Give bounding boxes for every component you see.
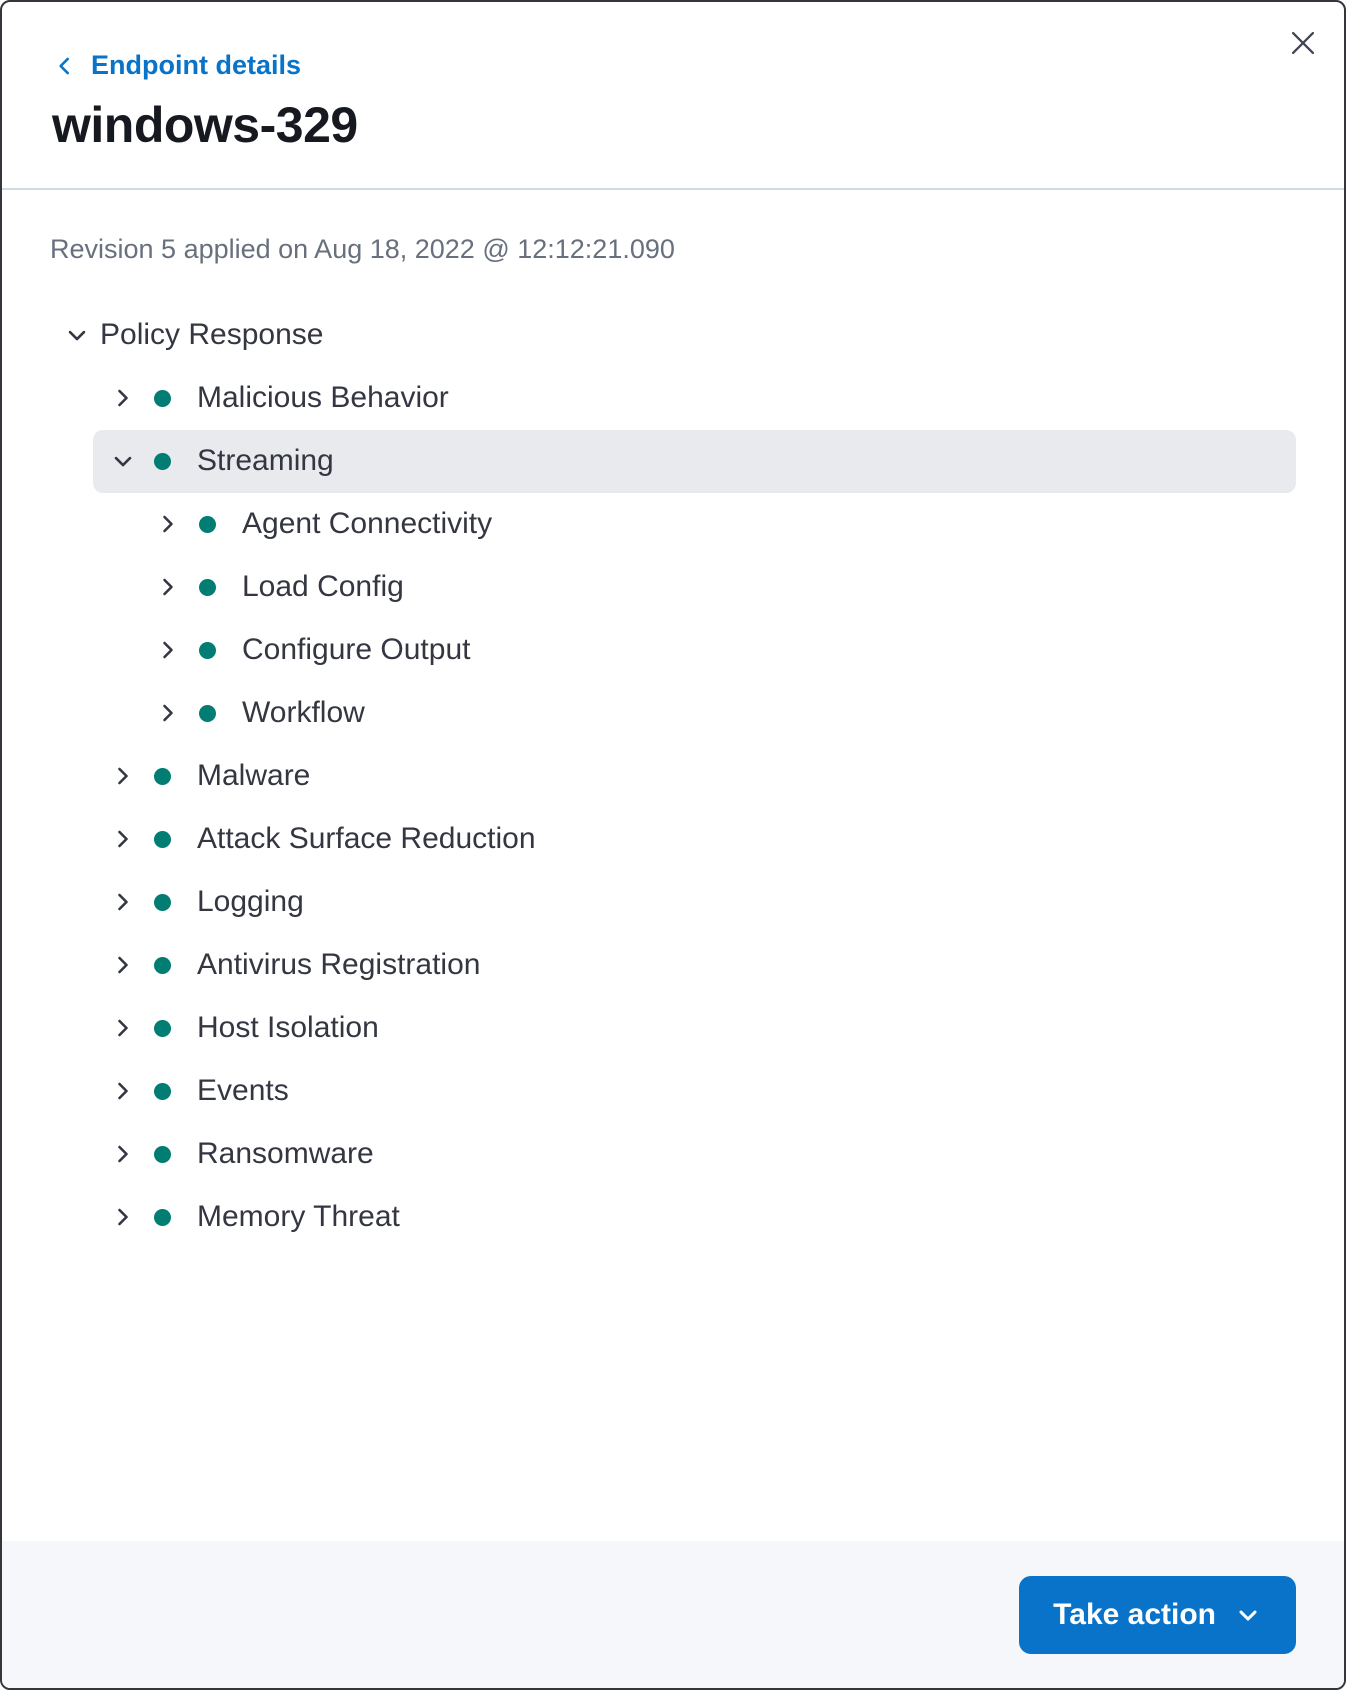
chevron-right-icon[interactable] (109, 888, 137, 916)
status-dot-icon (154, 894, 171, 911)
chevron-right-icon[interactable] (154, 510, 182, 538)
chevron-right-icon[interactable] (109, 762, 137, 790)
tree-node-agent-connectivity[interactable] (93, 493, 1296, 556)
chevron-down-icon[interactable] (63, 321, 91, 349)
tree-node-policy-response[interactable] (50, 304, 1296, 367)
chevron-right-icon[interactable] (154, 699, 182, 727)
status-dot-icon (154, 831, 171, 848)
tree-node-label: Configure Output (242, 633, 471, 666)
status-dot-icon (199, 579, 216, 596)
flyout-footer (2, 1541, 1344, 1688)
back-link-label: Endpoint details (91, 50, 302, 80)
tree-node-label: Malicious Behavior (197, 381, 449, 414)
tree-node-label: Workflow (242, 696, 365, 729)
tree-node-attack-surface-reduction[interactable] (93, 808, 1296, 871)
tree-node-label: Antivirus Registration (197, 948, 481, 981)
flyout-header (2, 2, 1344, 154)
back-link[interactable] (52, 50, 301, 81)
tree-node-streaming[interactable] (93, 430, 1296, 493)
tree-node-events[interactable] (93, 1060, 1296, 1123)
page-title: windows-329 (52, 96, 358, 153)
status-dot-icon (154, 1083, 171, 1100)
tree-node-label: Ransomware (197, 1137, 374, 1170)
chevron-right-icon[interactable] (109, 1203, 137, 1231)
tree-node-malware[interactable] (93, 745, 1296, 808)
tree-node-label: Load Config (242, 570, 404, 603)
tree-node-label: Malware (197, 759, 311, 792)
flyout-body (2, 234, 1344, 1249)
tree-node-label: Memory Threat (197, 1200, 400, 1233)
tree-node-label: Agent Connectivity (242, 507, 493, 540)
chevron-right-icon[interactable] (109, 1014, 137, 1042)
status-dot-icon (154, 453, 171, 470)
tree-node-configure-output[interactable] (93, 619, 1296, 682)
status-dot-icon (154, 768, 171, 785)
chevron-right-icon[interactable] (109, 1140, 137, 1168)
tree-node-logging[interactable] (93, 871, 1296, 934)
chevron-right-icon[interactable] (109, 1077, 137, 1105)
tree-node-label: Policy Response (100, 318, 324, 351)
chevron-down-icon[interactable] (109, 447, 137, 475)
header-divider (2, 188, 1344, 190)
status-dot-icon (199, 516, 216, 533)
tree-node-label: Events (197, 1074, 289, 1107)
chevron-right-icon[interactable] (154, 636, 182, 664)
tree-node-ransomware[interactable] (93, 1123, 1296, 1186)
status-dot-icon (154, 1209, 171, 1226)
chevron-left-icon (52, 53, 78, 79)
status-dot-icon (154, 390, 171, 407)
tree-node-label: Streaming (197, 444, 334, 477)
take-action-label: Take action (1053, 1597, 1216, 1631)
chevron-right-icon[interactable] (109, 384, 137, 412)
status-dot-icon (199, 705, 216, 722)
tree-node-host-isolation[interactable] (93, 997, 1296, 1060)
tree-node-label: Logging (197, 885, 304, 918)
tree-node-load-config[interactable] (93, 556, 1296, 619)
status-dot-icon (154, 1146, 171, 1163)
status-dot-icon (154, 957, 171, 974)
tree-node-label: Attack Surface Reduction (197, 822, 536, 855)
chevron-right-icon[interactable] (154, 573, 182, 601)
tree-node-memory-threat[interactable] (93, 1186, 1296, 1249)
close-x-glyph (1286, 26, 1320, 60)
status-dot-icon (199, 642, 216, 659)
policy-response-tree (50, 304, 1296, 1249)
take-action-button[interactable] (1019, 1576, 1296, 1654)
revision-text: Revision 5 applied on Aug 18, 2022 @ 12:12:21.090 (50, 233, 675, 264)
tree-node-workflow[interactable] (93, 682, 1296, 745)
chevron-right-icon[interactable] (109, 825, 137, 853)
tree-node-antivirus-registration[interactable] (93, 934, 1296, 997)
tree-node-malicious-behavior[interactable] (93, 367, 1296, 430)
close-icon[interactable] (1282, 22, 1324, 64)
tree-node-label: Host Isolation (197, 1011, 379, 1044)
chevron-right-icon[interactable] (109, 951, 137, 979)
chevron-down-icon (1234, 1601, 1262, 1629)
status-dot-icon (154, 1020, 171, 1037)
